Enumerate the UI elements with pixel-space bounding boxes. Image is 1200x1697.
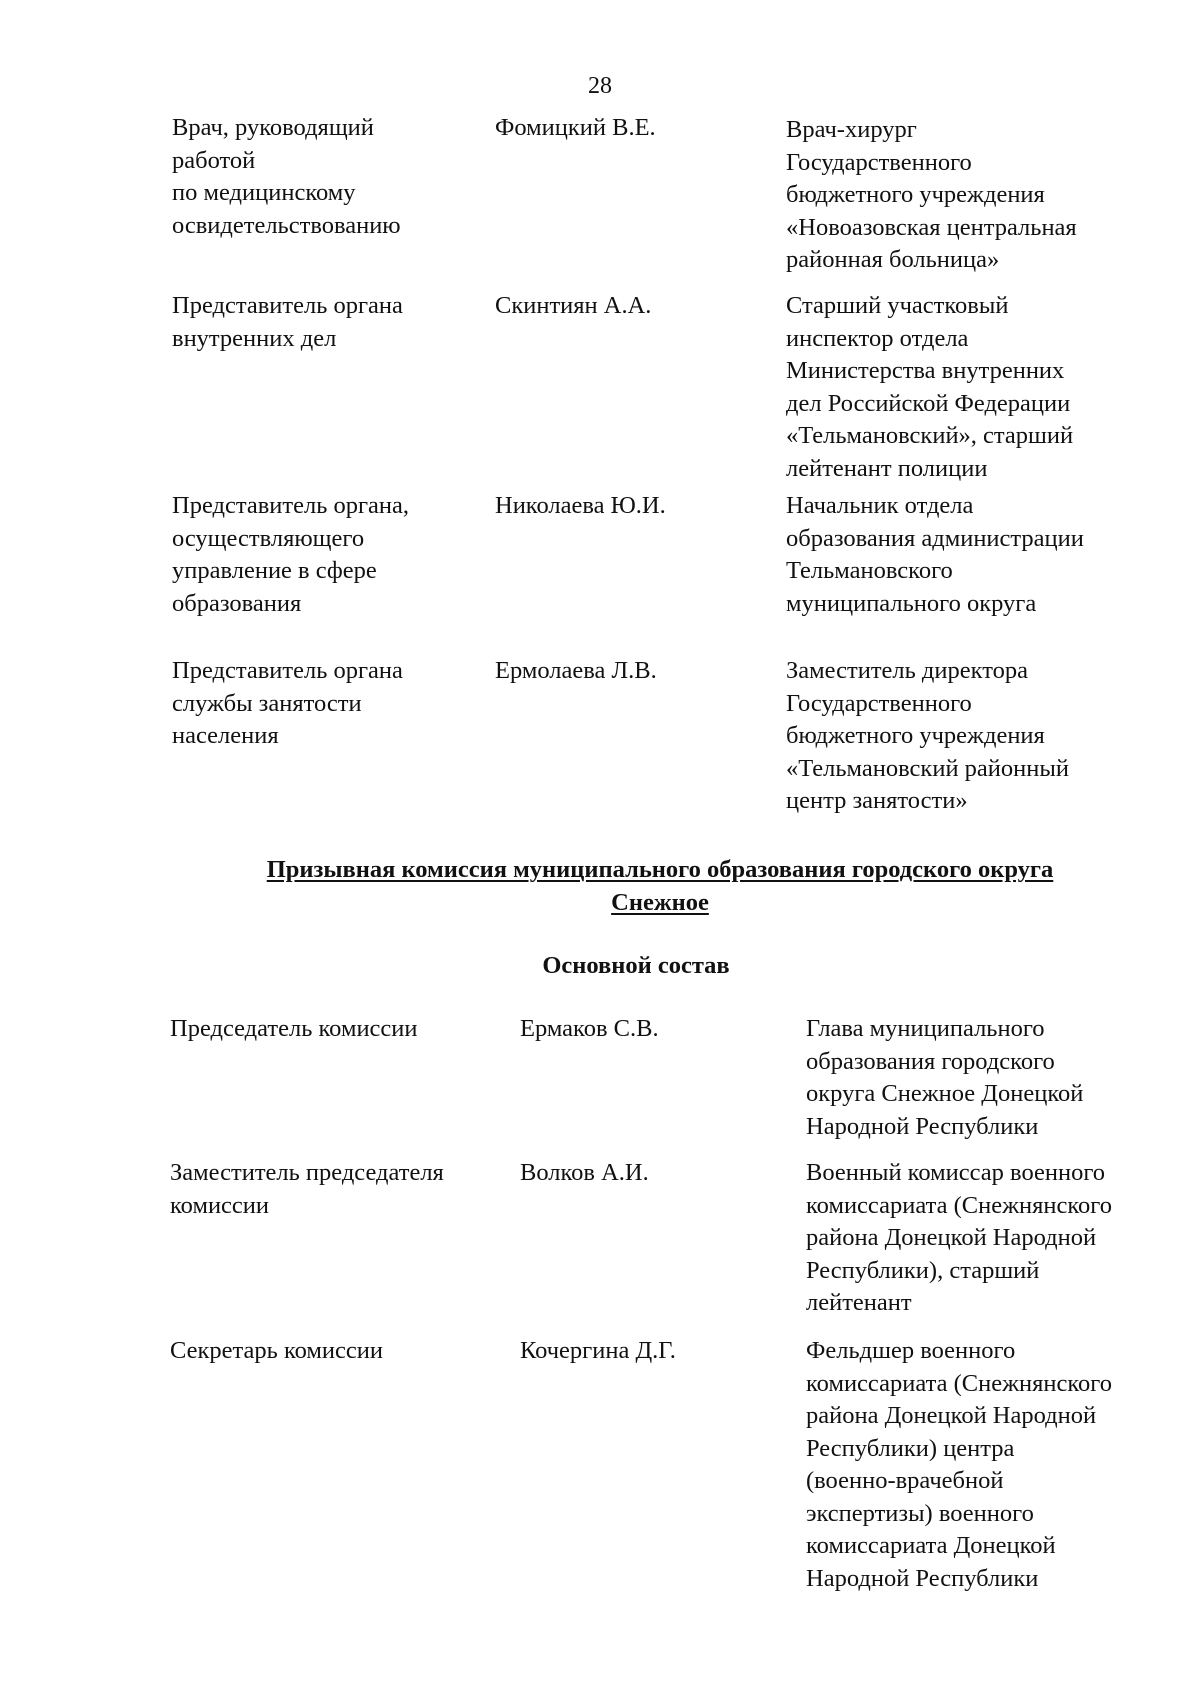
member-position: Начальник отдела образования администрации Тельмановского муниципального округа <box>786 492 1084 617</box>
subheading-main-composition: Основной состав <box>542 952 730 979</box>
member-role: Председатель комиссии <box>170 1015 418 1042</box>
page-number: 28 <box>588 73 612 99</box>
member-name: Кочергина Д.Г. <box>520 1337 676 1364</box>
member-role: Представитель органа, осуществляющего управление в сфере образования <box>172 492 410 617</box>
member-position: Старший участковый инспектор отдела Министерства внутренних дел Российской Федерации «Тельмановский», старший лейтенант полиции <box>786 292 1074 482</box>
member-role: Заместитель председателя комиссии <box>170 1159 444 1219</box>
member-name: Ермаков С.В. <box>520 1015 659 1042</box>
member-position: Фельдшер военного комиссариата (Снежнянского района Донецкой Народной Республики) центра (военно-врачебной экспертизы) военного комиссариата Донецкой Народной Республики <box>806 1337 1112 1592</box>
member-name: Николаева Ю.И. <box>495 492 666 519</box>
section-heading <box>180 853 1140 919</box>
section-heading-text: Призывная комиссия муниципального образования городского округа Снежное <box>266 856 1054 916</box>
member-name: Волков А.И. <box>520 1159 649 1186</box>
member-position: Военный комиссар военного комиссариата (Снежнянского района Донецкой Народной Республики), старший лейтенант <box>806 1159 1112 1316</box>
member-role: Врач, руководящий работой по медицинскому освидетельствованию <box>172 114 401 239</box>
member-role: Секретарь комиссии <box>170 1337 383 1364</box>
member-position: Глава муниципального образования городского округа Снежное Донецкой Народной Республики <box>806 1015 1084 1140</box>
member-position: Заместитель директора Государственного бюджетного учреждения «Тельмановский районный центр занятости» <box>786 657 1069 814</box>
member-role: Представитель органа службы занятости населения <box>172 657 403 749</box>
member-name: Фомицкий В.Е. <box>495 114 656 141</box>
member-name: Скинтиян А.А. <box>495 292 652 319</box>
member-position: Врач-хирург Государственного бюджетного учреждения «Новоазовская центральная районная больница» <box>786 116 1077 273</box>
member-role: Представитель органа внутренних дел <box>172 292 403 352</box>
member-name: Ермолаева Л.В. <box>495 657 657 684</box>
